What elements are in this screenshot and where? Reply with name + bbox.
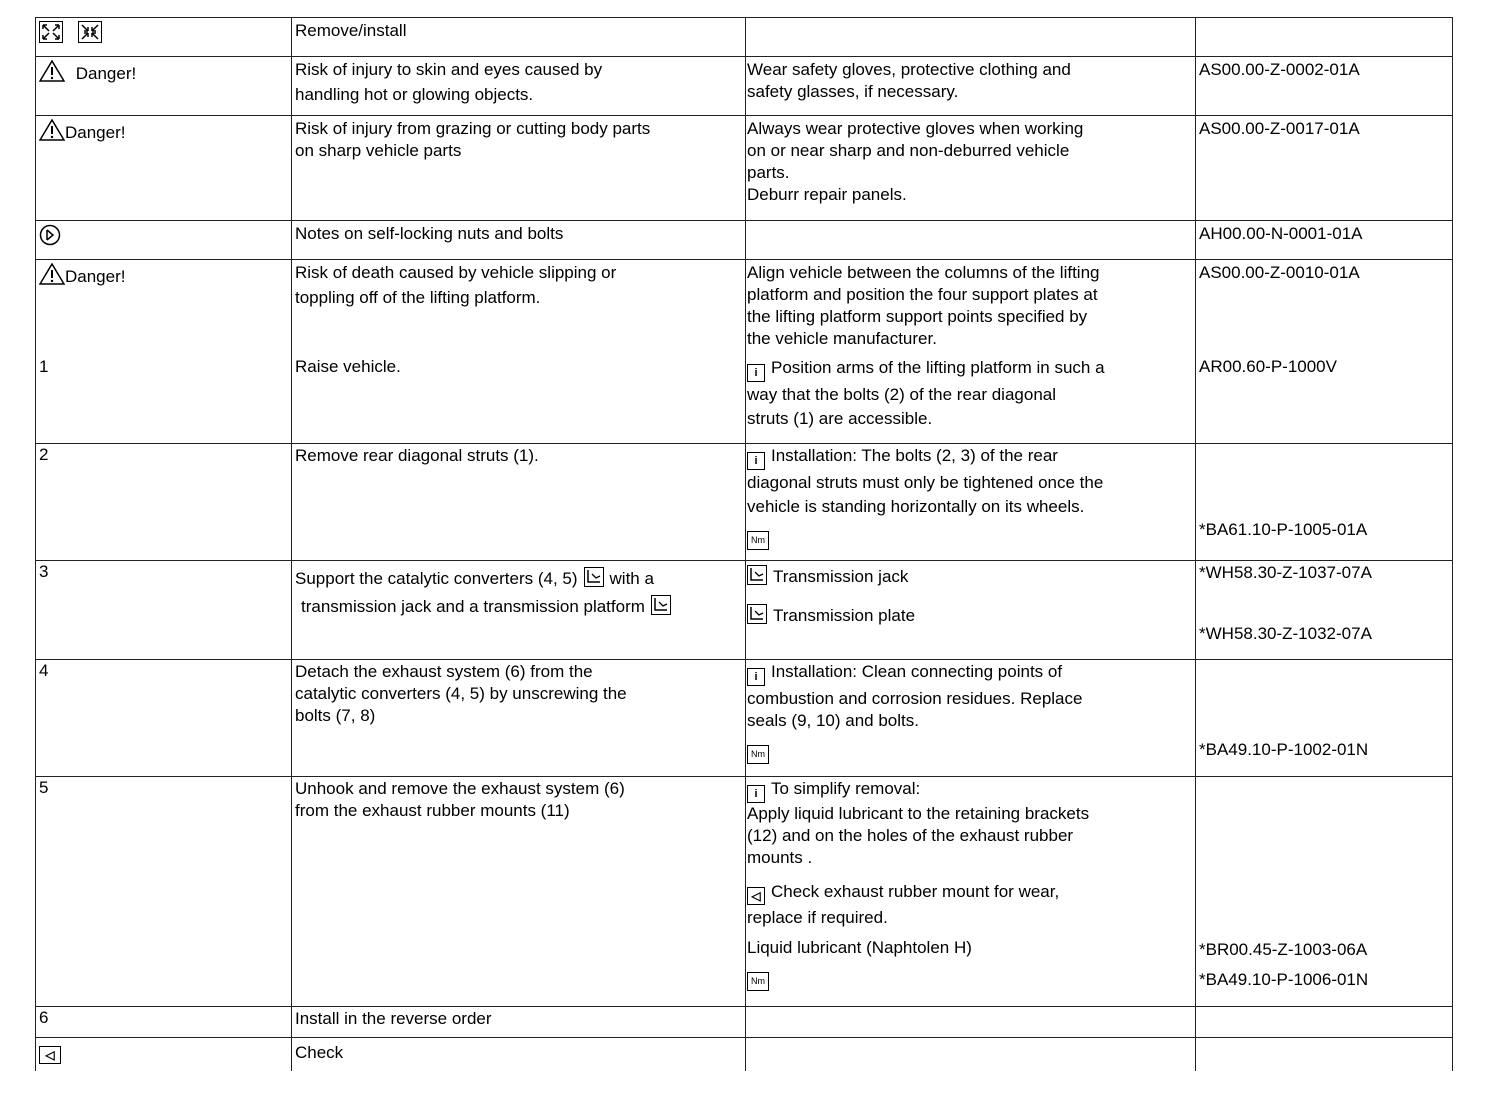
torque-nm-icon: Nm: [747, 745, 769, 764]
action-text: with a: [609, 569, 654, 588]
info-icon: i: [747, 785, 765, 803]
table-row: [36, 18, 1453, 57]
action-text: Check: [295, 1043, 344, 1062]
note-text: struts (1) are accessible.: [747, 408, 933, 428]
tool-line: [747, 565, 1192, 588]
reference-cell: [1196, 1007, 1453, 1038]
table-row: [36, 561, 1453, 660]
table-row: [36, 221, 1453, 260]
notes-cell: [746, 221, 1196, 260]
note-text: Wear safety gloves, protective clothing and: [747, 60, 1071, 79]
table-row: [36, 57, 1453, 116]
reference-cell: [1196, 444, 1453, 561]
info-icon: i: [747, 364, 765, 382]
remove-icon: [39, 21, 63, 49]
note-text: Apply liquid lubricant to the retaining brackets: [747, 804, 1090, 823]
table-row: [36, 260, 1453, 356]
check-icon: ◁: [747, 887, 765, 905]
note-text: platform and position the four support plates at: [747, 285, 1098, 304]
check-icon: ◁: [39, 1046, 61, 1064]
reference-code: AH00.00-N-0001-01A: [1199, 224, 1363, 243]
note-line: [747, 661, 1192, 686]
action-text: Risk of death caused by vehicle slipping or: [295, 263, 617, 282]
notes-cell: [746, 561, 1196, 660]
danger-label: Danger!: [65, 123, 126, 142]
tool-name: Transmission plate: [773, 606, 916, 625]
action-cell: [292, 777, 746, 1007]
note-text: Position arms of the lifting platform in such a: [771, 357, 1105, 377]
reference-code: AS00.00-Z-0002-01A: [1199, 60, 1360, 79]
check-line: [39, 1040, 288, 1064]
step-number: 4: [39, 661, 49, 680]
step-number-cell: [36, 777, 292, 1007]
reference-cell: [1196, 561, 1453, 660]
torque-line: [747, 965, 1192, 991]
note-text: vehicle is standing horizontally on its wheels.: [747, 497, 1085, 516]
action-text: Risk of injury to skin and eyes caused by: [295, 60, 603, 79]
reference-cell: [1196, 221, 1453, 260]
reference-code: *BA49.10-P-1006-01N: [1199, 970, 1369, 989]
table-row: [36, 116, 1453, 221]
danger-label: Danger!: [75, 64, 137, 83]
note-line: [747, 357, 1195, 382]
procedure-table: [35, 17, 1453, 1071]
step-number-cell: [36, 1007, 292, 1038]
table-row: [36, 444, 1453, 561]
note-text: (12) and on the holes of the exhaust rubber: [747, 826, 1074, 845]
reference-cell: [1196, 18, 1453, 57]
info-icon: i: [747, 668, 765, 686]
tool-line: [747, 604, 1192, 627]
warning-triangle-icon: [39, 119, 65, 144]
note-text: diagonal struts must only be tightened once the: [747, 473, 1104, 492]
reference-code: AS00.00-Z-0010-01A: [1199, 263, 1360, 282]
install-icon: [78, 21, 102, 49]
special-tool-icon: [747, 565, 767, 585]
note-line: [747, 778, 1192, 803]
note-text: parts.: [747, 163, 790, 182]
table-row: [36, 777, 1453, 1007]
step-number-cell: [36, 356, 292, 444]
special-tool-icon: [584, 567, 604, 587]
note-text: mounts .: [747, 848, 813, 867]
action-text: Remove rear diagonal struts (1).: [295, 446, 539, 465]
action-text: on sharp vehicle parts: [295, 141, 462, 160]
torque-line: [747, 738, 1192, 764]
action-cell: [292, 356, 746, 444]
action-cell: [292, 561, 746, 660]
danger-cell: [36, 260, 292, 356]
action-cell: [292, 1038, 746, 1071]
reference-code: AR00.60-P-1000V: [1199, 356, 1337, 376]
reference-code: *BA61.10-P-1005-01A: [1199, 520, 1368, 539]
special-tool-icon: [651, 595, 671, 615]
reference-cell: [1196, 57, 1453, 116]
note-text: Liquid lubricant (Naphtolen H): [747, 938, 972, 957]
action-cell: [292, 18, 746, 57]
note-text: Installation: The bolts (2, 3) of the rear: [771, 446, 1058, 465]
table-row: [36, 356, 1453, 444]
table-row: [36, 660, 1453, 777]
torque-nm-icon: Nm: [747, 531, 769, 550]
step-number: 2: [39, 445, 49, 464]
danger-cell: [36, 57, 292, 116]
action-cell: [292, 444, 746, 561]
torque-nm-icon: Nm: [747, 972, 769, 991]
notes-cell: [746, 57, 1196, 116]
warning-triangle-icon: [39, 263, 65, 288]
reference-cell: [1196, 1038, 1453, 1071]
notes-cell: [746, 660, 1196, 777]
reference-code: *BR00.45-Z-1003-06A: [1199, 940, 1368, 959]
reference-cell: [1196, 660, 1453, 777]
danger-cell: [36, 116, 292, 221]
note-text: seals (9, 10) and bolts.: [747, 711, 919, 730]
action-text: transmission jack and a transmission platform: [301, 597, 645, 616]
action-text: Notes on self-locking nuts and bolts: [295, 224, 564, 243]
action-cell: [292, 221, 746, 260]
note-line: [747, 445, 1192, 470]
note-text: the vehicle manufacturer.: [747, 329, 937, 348]
note-text: Deburr repair panels.: [747, 185, 907, 204]
action-text: Detach the exhaust system (6) from the: [295, 662, 593, 681]
notes-cell: [746, 1038, 1196, 1071]
reference-cell: [1196, 260, 1453, 356]
action-cell: [292, 1007, 746, 1038]
step-number: 3: [39, 562, 49, 581]
note-text: combustion and corrosion residues. Replace: [747, 689, 1083, 708]
step-number-cell: [36, 444, 292, 561]
action-cell: [292, 260, 746, 356]
check-line: [747, 881, 1192, 905]
reference-cell: [1196, 356, 1453, 444]
note-text: way that the bolts (2) of the rear diagonal: [747, 384, 1057, 404]
reference-cell: [1196, 116, 1453, 221]
note-text: Installation: Clean connecting points of: [771, 662, 1063, 681]
table-row: [36, 1038, 1453, 1071]
step-number: 1: [39, 356, 49, 376]
note-text: Always wear protective gloves when working: [747, 119, 1084, 138]
danger-label: Danger!: [65, 267, 126, 286]
reference-code: *BA49.10-P-1002-01N: [1199, 740, 1369, 759]
step-number: 6: [39, 1008, 49, 1027]
action-text: catalytic converters (4, 5) by unscrewing the: [295, 684, 627, 703]
action-text: handling hot or glowing objects.: [295, 85, 534, 104]
self-locking-icon: [39, 224, 61, 252]
action-text: from the exhaust rubber mounts (11): [295, 801, 570, 820]
step-number-cell: [36, 561, 292, 660]
note-text: on or near sharp and non-deburred vehicle: [747, 141, 1070, 160]
note-text: To simplify removal:: [771, 779, 921, 798]
notes-cell: [746, 444, 1196, 561]
action-text: Install in the reverse order: [295, 1009, 492, 1028]
action-cell: [292, 116, 746, 221]
special-tool-icon: [747, 604, 767, 624]
reference-cell: [1196, 777, 1453, 1007]
action-text: Unhook and remove the exhaust system (6): [295, 779, 625, 798]
action-text: bolts (7, 8): [295, 706, 376, 725]
reference-code: *WH58.30-Z-1032-07A: [1199, 624, 1372, 643]
note-text: Align vehicle between the columns of the lifting: [747, 263, 1100, 282]
notes-cell: [746, 260, 1196, 356]
info-icon: i: [747, 452, 765, 470]
tool-name: Transmission jack: [773, 567, 909, 586]
action-cell: [292, 660, 746, 777]
note-text: safety glasses, if necessary.: [747, 82, 959, 101]
procedure-sheet: [35, 17, 1453, 1071]
icon-cell: [36, 1038, 292, 1071]
icon-cell: [36, 18, 292, 57]
notes-cell: [746, 777, 1196, 1007]
note-text: Check exhaust rubber mount for wear,: [771, 882, 1060, 901]
step-number-cell: [36, 660, 292, 777]
warning-triangle-icon: [39, 60, 65, 85]
torque-line: [747, 524, 1192, 550]
icon-cell: [36, 221, 292, 260]
reference-code: *WH58.30-Z-1037-07A: [1199, 563, 1372, 582]
action-text: Remove/install: [295, 21, 407, 40]
action-text: Raise vehicle.: [295, 356, 401, 376]
action-cell: [292, 57, 746, 116]
notes-cell: [746, 18, 1196, 57]
action-text: toppling off of the lifting platform.: [295, 288, 541, 307]
table-row: [36, 1007, 1453, 1038]
action-line: [295, 567, 742, 590]
note-text: the lifting platform support points specified by: [747, 307, 1088, 326]
notes-cell: [746, 116, 1196, 221]
reference-code: AS00.00-Z-0017-01A: [1199, 119, 1360, 138]
notes-cell: [746, 356, 1196, 444]
action-text: Support the catalytic converters (4, 5): [295, 569, 578, 588]
step-number: 5: [39, 778, 49, 797]
action-line: [295, 595, 742, 618]
notes-cell: [746, 1007, 1196, 1038]
note-text: replace if required.: [747, 908, 888, 927]
action-text: Risk of injury from grazing or cutting body parts: [295, 119, 651, 138]
